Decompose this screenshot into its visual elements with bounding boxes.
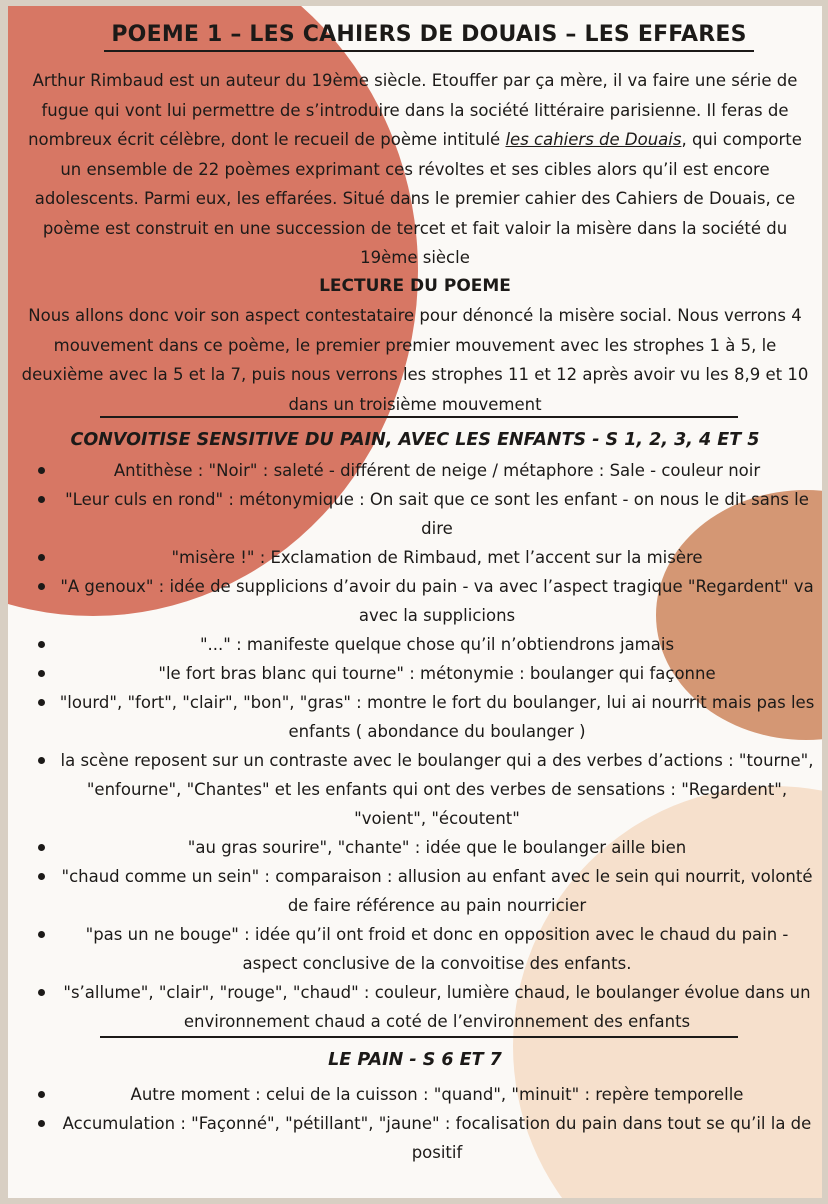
intro-text-start: Arthur Rimbaud est un auteur du 19ème siècle. Etouffer par ça mère, il va faire une série de fugue qui vont lui permettre de s’introduire dans la société littéraire parisienne. Il feras de nombreux écrit célèbre, dont le recueil de poème intitulé: [28, 71, 798, 149]
bullet-text: Autre moment : celui de la cuisson : "quand", "minuit" : repère temporelle: [130, 1085, 744, 1104]
bullet-item: [38, 543, 818, 572]
bullet-text: "pas un ne bouge" : idée qu’il ont froid et donc en opposition avec le chaud du pain - aspect conclusive de la convoitise des enfants.: [85, 925, 789, 973]
bullet-item: [38, 688, 818, 746]
bullet-item: [38, 485, 818, 543]
bullet-dot: [38, 757, 45, 764]
intro-paragraph: [16, 66, 814, 273]
bullet-item: [38, 1109, 818, 1167]
bullet-dot: [38, 554, 45, 561]
bullet-text: "misère !" : Exclamation de Rimbaud, met l’accent sur la misère: [171, 548, 703, 567]
bullet-dot: [38, 583, 45, 590]
bullet-dot: [38, 670, 45, 677]
bullet-text: "..." : manifeste quelque chose qu’il n’obtiendrons jamais: [199, 635, 675, 654]
bullet-dot: [38, 641, 45, 648]
bullet-item: [38, 920, 818, 978]
bullet-dot: [38, 989, 45, 996]
intro-text-end: , qui comporte un ensemble de 22 poèmes exprimant ces révoltes et ses cibles alors qu’il est encore adolescents. Parmi eux, les effarées. Situé dans le premier cahier des Cahiers de Douais, ce poème est construit en une succession de tercet et fait valoir la misère dans la société du 19ème siècle: [34, 130, 802, 267]
bullet-dot: [38, 1091, 45, 1098]
bullet-dot: [38, 496, 45, 503]
bullet-text: Antithèse : "Noir" : saleté - différent de neige / métaphore : Sale - couleur noir: [113, 461, 761, 480]
note-card: [8, 6, 822, 1198]
bullet-dot: [38, 844, 45, 851]
bullet-item: [38, 572, 818, 630]
bullet-text: "lourd", "fort", "clair", "bon", "gras" : montre le fort du boulanger, lui ai nourrit mais pas les enfants ( abondance du boulanger ): [59, 693, 815, 741]
bullet-text: "le fort bras blanc qui tourne" : métonymie : boulanger qui façonne: [158, 664, 716, 683]
bullet-text: la scène reposent sur un contraste avec le boulanger qui a des verbes d’actions : "tourne", "enfourne", "Chantes" et les enfants qui ont des verbes de sensations : "Regardent", "voient", "écoutent": [60, 751, 814, 828]
bullet-item: [38, 1080, 818, 1109]
divider: [100, 416, 738, 418]
bullet-text: "au gras sourire", "chante" : idée que le boulanger aille bien: [187, 838, 687, 857]
divider: [100, 1036, 738, 1038]
lecture-heading: LECTURE DU POEME: [319, 276, 511, 296]
bullet-text: "chaud comme un sein" : comparaison : allusion au enfant avec le sein qui nourrit, volonté de faire référence au pain nourricier: [61, 867, 813, 915]
bullet-text: Accumulation : "Façonné", "pétillant", "jaune" : focalisation du pain dans tout se qu’il la de positif: [62, 1114, 812, 1162]
bullet-dot: [38, 467, 45, 474]
bullet-item: [38, 659, 818, 688]
bullet-text: "A genoux" : idée de supplicions d’avoir du pain - va avec l’aspect tragique "Regardent" va avec la supplicions: [60, 577, 814, 625]
section2-heading: LE PAIN - S 6 ET 7: [328, 1050, 502, 1070]
page-title: POEME 1 – LES CAHIERS DE DOUAIS – LES EFFARES: [104, 22, 754, 52]
bullet-item: [38, 456, 818, 485]
collection-title: les cahiers de Douais: [505, 130, 682, 149]
bullet-text: "s’allume", "clair", "rouge", "chaud" : couleur, lumière chaud, le boulanger évolue dans un environnement chaud a coté de l’environnement des enfants: [63, 983, 811, 1031]
bullet-item: [38, 978, 818, 1036]
bullet-dot: [38, 873, 45, 880]
plan-paragraph: Nous allons donc voir son aspect contestataire pour dénoncé la misère social. Nous verrons 4 mouvement dans ce poème, le premier premier mouvement avec les strophes 1 à 5, le deuxième avec la 5 et la 7, puis nous verrons les strophes 11 et 12 après avoir vu les 8,9 et 10 dans un troisième mouvement: [21, 306, 809, 414]
bullet-dot: [38, 931, 45, 938]
bullet-text: "Leur culs en rond" : métonymique : On sait que ce sont les enfant - on nous le dit sans le dire: [65, 490, 809, 538]
bullet-dot: [38, 699, 45, 706]
bullet-item: [38, 746, 818, 833]
bullet-item: [38, 862, 818, 920]
bullet-dot: [38, 1120, 45, 1127]
section1-heading: CONVOITISE SENSITIVE DU PAIN, AVEC LES ENFANTS - S 1, 2, 3, 4 ET 5: [70, 430, 760, 450]
bullet-item: [38, 833, 818, 862]
bullet-item: [38, 630, 818, 659]
